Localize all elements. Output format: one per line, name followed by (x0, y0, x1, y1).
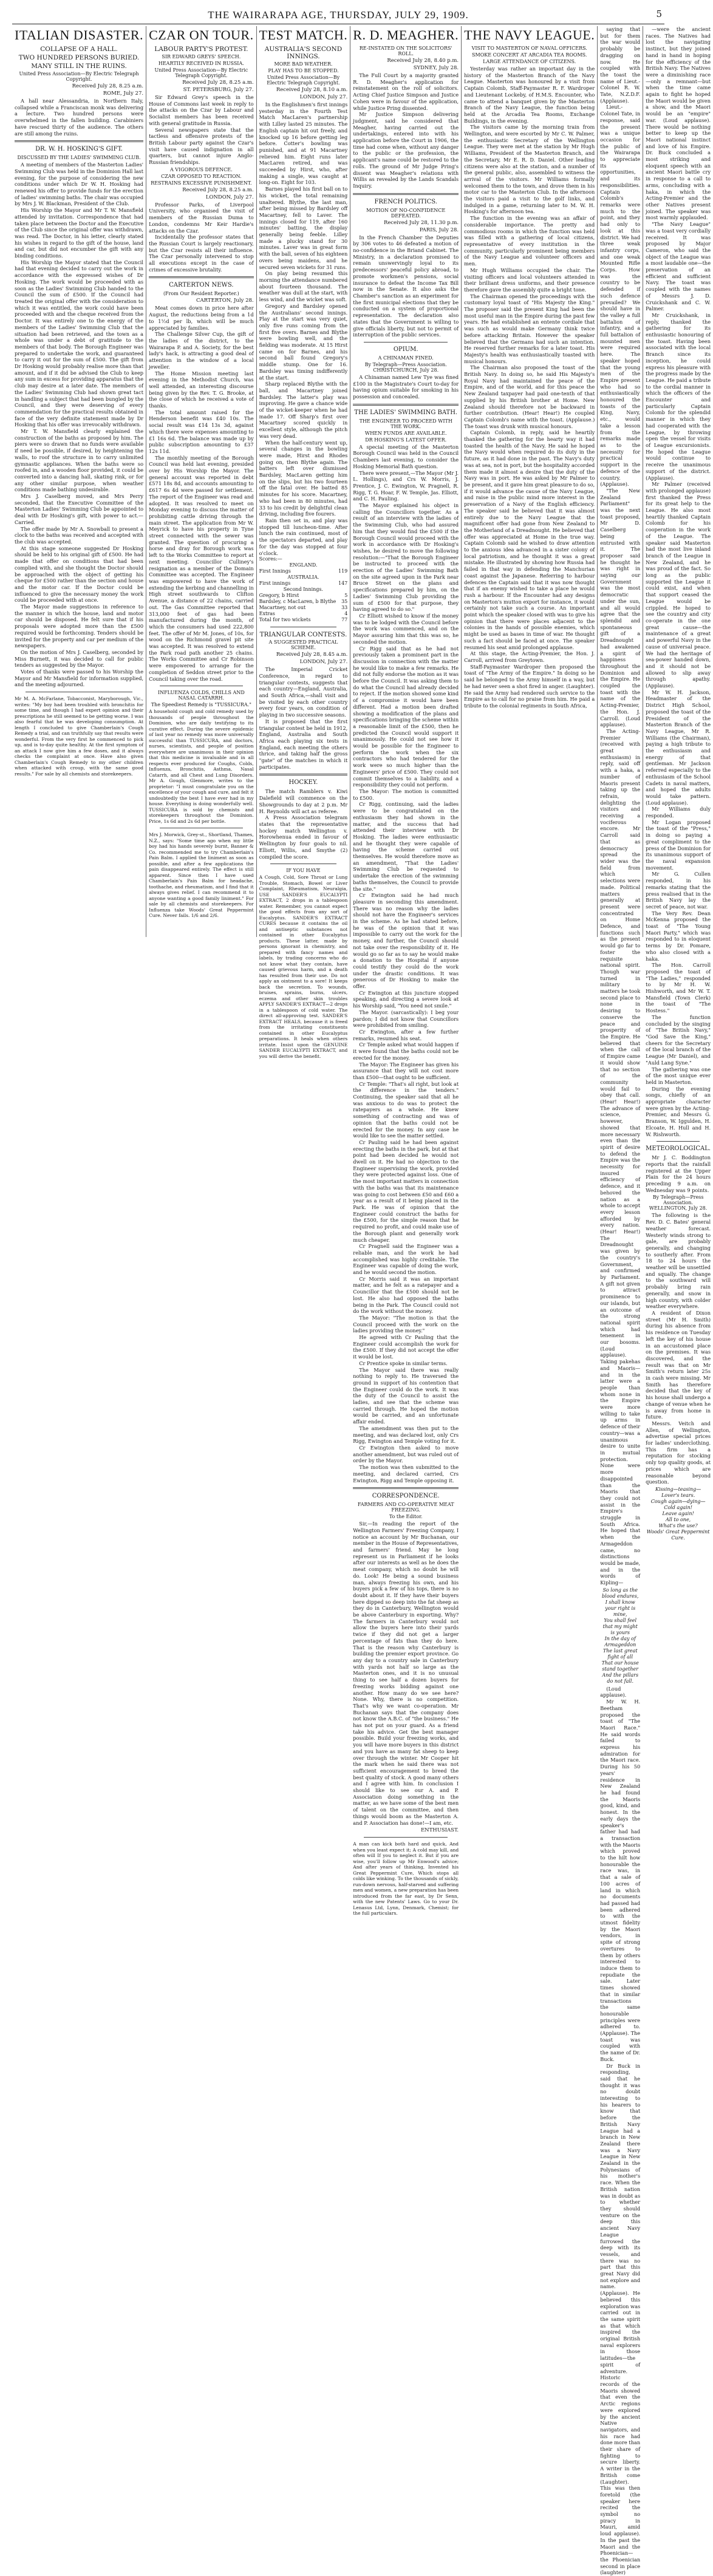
score-label: Total for two wickets (259, 617, 311, 623)
columns (12, 26, 711, 2576)
paragraph: Votes of thanks were passed to his Worship the Mayor and Mr Mansfield for information supplied, and the meeting adjourned. (15, 669, 144, 688)
dateline: Received July 28, 8.25 a.m. (182, 186, 254, 193)
divider (15, 140, 143, 142)
verse-line: In the day of Armageddon (604, 1635, 636, 1647)
score-value: 119 (338, 568, 348, 574)
paragraph: Dr Buck in responding, said that he thought it was no doubt interesting to his hearers to know that before the British Navy League had a branch in New Zealand there was a Navy League in New Zealand in the Polynesians of his mother's race. When the British nation was in doubt as to whether they should venture on the deep this ancient Navy League furrowed the deep with its vessels, and there was no part that this great Navy did not explore and name. (Applause). He believed this exploration was carried out in the same spirit as that which inspired the original British naval explorers in those latitudes—the spirit of adventure. Historic records of the Maoris showed that even the Arctic regions were explored by the ancient Native navigators, and his race had done more than their share of fighting to secure liberty. A writer in the British come (Laughter). This was then foretold (the speaker here recited the symbol no piracy in Mauri, amid loud applause). In the past the Maori and the Phoenician—the Phoenician second in place (laughter) (600, 2062, 641, 2576)
score-value: 5 (344, 593, 348, 599)
paragraph: Captain Colomb, in reply, said he heartily thanked the gathering for the hearty way it had toasted the health of the Navy. He said he hoped the Navy would when required do its duty in the future, as it had done in the past. The Navy's duty was at sea, not in port, but the hospitality accorded them made it almost a desire that the duty of the Navy was in port. He was asked by Mr Palmer to be present, and it gave him great pleasure to do so, if it would advance the cause of the Navy League, and raise in the public mind more interest in the preservation of a Navy of the English efficiency. The speaker said he believed that it was almost entirely due to the Navy League that the magnificent offer had gone from New Zealand to the Motherland of a Dreadnought. He believed that offer was appreciated at Home in the true way. Captain Colomb said he wished to draw attention to the anxious idea advanced in a sister colony of local patriotism, and he thought it was a great mistake. He illustrated by showing how Russia had failed in that way in defending the Manchurian coast against the Japanese. Referring to harbour defences the Captain said that it was now thought that if an enemy wished to take a place he would rush a harbour. If the Encounter had any designs on Masterton's mutton export for instance, it would certainly not take such a course. An important point which the speaker closed with was to give his opinion that there were places adjacent to the colonies in the hands of possible enemies, which might be used as bases in time of war. He thought such a fact should be faced at once. The speaker resumed his seat amid prolonged applause. (464, 429, 595, 650)
paragraph: A Press Association telegram states that the representative hockey match Wellington v. Horowhenua ended in favour of Wellington by four goals to nil. Elliott, Willis, and Smythe (2) compiled the score. (259, 814, 348, 860)
credit-line: By Telegraph—Press Association. WELLINGTON, July 28. (649, 1194, 708, 1211)
credit-line: (From Our Resident Reporter.) (163, 291, 239, 297)
paragraph: Mr Justice Simpson delivering judgment, said he considered that Meagher, having carried out the undertakings, entered into with his application before the Court in 1906, the time had come when, without any danger to the public or the profession, the applicant's name could be restored to the rolls. The ground of Mr Judge Pring's dissent was Meagher's relations with Willis as revealed by the Lands Scandals Inquiry. (353, 111, 459, 189)
paragraph: Messrs. Veitch and Allen, of Wellington, advertise special prices for ladies' underclothing. This firm has a reputation for stocking only top quality goods, at prices which are reasonable beyond question. (646, 1420, 711, 1485)
paragraph: The Full Court by a majority granted R. D. Meagher's application for reinstatement on the roll of solicitors. Acting Chief Justice Simpson and Justice Cohen were in favour of the application, while Justice Pring dissented. (353, 72, 459, 111)
score-row (259, 568, 348, 574)
score-value: 77 (341, 617, 348, 623)
paragraph: Mr Williams duly responded. (646, 806, 711, 819)
subheading: SMOKE CONCERT AT ARCADIA TEA ROOMS. (472, 52, 587, 58)
paragraph: Sharp replaced Blythe with the ball, and Macartney joined Bardsley. The latter's play was improving. He gave a chance wide of the wicket-keeper when he had made 17. Off Sharp's first over Macartney scored quickly in excellent style, although the pitch was very dead. (259, 381, 348, 439)
divider (353, 1487, 459, 1489)
advertisement-heading: INFLUENZA COLDS, CHILLS AND NASAL CATARRH. (157, 690, 245, 701)
paragraph: The match Ramblers v. Kiwi Dalefield will commence on the Showgrounds to day at 2 p.m. Mr H. Reynolds will act as referee. (259, 788, 348, 814)
dateline: Received July 28, 8.10 a.m. (276, 87, 348, 93)
paragraph: Cr Pragnell said the Engineer was a reliable man, and the work he had accomplished was highly creditable. The Engineer was capable of doing the work, and he would second the motion. (353, 1243, 459, 1276)
column-3 (257, 26, 351, 1059)
verse-line: You shall feel that my might is yours (602, 1617, 638, 1635)
paragraph: Mr T. W. Mansfield clearly explained the construction of the baths as proposed by him. The piers were so drawn that no funds were available if need be possible, if desired, by heightening the walls, to roof the structure in to carry unlimited gymnastic appliances. When the baths were so roofed in, and a wooden floor provided, it could be converted into a dancing hall, skating rink, or for any other similar purpose, when weather conditions made bathing undesirable. (15, 428, 144, 493)
paragraph: The Imperial Cricket Conference, in regard to triangular contests, suggests that each country—England, Australia, and South Africa,—shall visit and be visited by each other country every four years, on condition of playing in two successive seasons. (259, 666, 348, 718)
dateline: LONDON, July 27. (299, 94, 348, 100)
paragraph: The Chairman also proposed the toast of the British Navy. In doing so, he said His Majesty's Royal Navy had maintained the peace of the Empire, and of the world, and for this peace the New Zealand taxpayer had paid one-tenth of that supplied by his British brother at Home. New Zealand should therefore not be backward in further contribution. (Hear! Hear!) He coupled Captain Colomb's name with the toast. (Applause.) The toast was drunk with musical honours. (464, 364, 595, 429)
verse-line: That our house stand together (601, 1660, 639, 1672)
article-heading: TEST MATCH. (259, 27, 348, 43)
article-heading: CARTERTON NEWS. (169, 282, 234, 289)
paragraph: Mrs J. Caselberg moved, and Mrs Perry seconded, that the Executive Committee of the Masterton Ladies' Swimming Club be appointed to deal with Dr Hosking's gift, with power to act.—Carried. (15, 493, 144, 525)
paragraph: —were the ancient races. The Natives had lost the navigating instinct, but they joined hand in hand in hoping for the efficiency of the British Navy. The Natives were a diminishing race—only a remnant—but when the time came again to fight he hoped the Maori would be given a show, and the Maori would be an "empire" war. (Loud applause). There would be nothing better to keep up the Maori national instinct and love of his Empire. Dr. Buck concluded a most striking and eloquent speech with an ancient Maori battle cry in response to a call to arms, concluding with a haka, in which the Acting-Premier and the other Natives present joined. The speaker was most warmly applauded. (646, 26, 711, 221)
column-1 (12, 26, 146, 937)
paragraph: Cr Ewington then asked to move another amendment, but was ruled out of order by the Mayor. (353, 1445, 459, 1464)
paragraph: Sir,—In reading the report of the Wellington Farmers' Freezing Company, I notice an account by Mr Buchanan, our member in the House of Representatives, and farmers' friend. May he long represent us in Parliament if he looks after our interests as well as he does the meat company, which no doubt he will do. Look! He being a sound business man, always freezing his own, and his buyers pick a few of his tops, there is no doubt about it. If they have their buyers here dipped so deep into the fat sheep as they do in Canterbury, Wellington would be above Canterbury in exporting. Why? The farmers in Canterbury would not allow the buyers here into their yards twice if they did not get a larger percentage of fats than they do here. That is the reason why Canterbury is building the premier export province. Go any day to a country sale in Canterbury with yards not half so large as the Masterton ones, and it is no unusual thing to see half a dozen buyers for freezing works bidding against one another. How many do we see here? None. Why, there is no competition. That's why we want co-operation. Mr Buchanan says that the company does not know the A.B.C. of "the business." He has not put on your guard. As a friend take his advice. Get the best manager possible. Build your freezing works, and you will have more buyers in this district and you have as many fat sheep to keep over through the winter. Mr Cooper hit the mark when he said there was not sufficient encouragement to breed the best quality of stock. A good many others and I agree with him. In conclusion I should like to see our A. and P. Association doing something in the matter, as we have some of the best men of talent on the committee, and then things would boom as the Masterton A. and P. Association has done!—I am, etc. (353, 1521, 459, 1826)
article-heading: FRENCH POLITICS. (374, 198, 437, 205)
score-row (259, 605, 348, 611)
credit-line: By Telegraph—Press Association. CHRISTCHURCH, July 28. (364, 361, 447, 373)
divider (364, 1837, 448, 1838)
subheading: A SUGGESTED PRACTICAL SCHEME. (268, 639, 338, 651)
verse-line: Lover's tears. (661, 1492, 695, 1498)
paragraph: The Hon. Carroll proposed the toast of "The Ladies," responded to by Mr H. W. Hishworth, and Mr W. T. Mansfield (Town Clerk) the toast of "The Hostess." (646, 962, 711, 1014)
paragraph: The Home Mission meeting last evening in the Methodist Church, was well attended, an interesting discourse being given by the Rev. T. G. Brooke, at the close of which he received a vote of thanks. (149, 370, 254, 409)
article-heading: ITALIAN DISASTER. (15, 27, 144, 43)
paragraph: When the half-century went up, several changes in the bowling were made, Hirst and Rhodes going on, then Blythe again. The batters left over dismissed Bardsley, MacLaren getting him on the slips, but his two fourteen off the fatal over. He batted 85 minutes for his score. Macartney, who had been in 80 minutes, had 33 to his credit by delightful clean driving, including five fourers. (259, 439, 348, 517)
paragraph: Rain then set in, and play was stopped till luncheon-time. After lunch the rain continued, most of the spectators departed, and play for the day was stopped at four o'clock. (259, 517, 348, 556)
innings-label: Second Innings. (283, 587, 324, 593)
paragraph: The gathering was one of the most unique ever held in Masterton. (646, 1066, 711, 1085)
advertisement: Mr M. A. McFarlane, Tobacconist, Maryborough, Vic., writes: "My boy had been troubled with bronchitis for some time, and though I had expert opinion and their prescriptions he still seemed to be getting worse. I was also fearful that he was developing consumption. At length I concluded to give Chamberlain's Cough Remedy a trial, and can truthfully say that results were wonderful. From the very first he commenced to pick up, and is to-day quite healthy. At the first symptom of an attack I now give him a few doses, and it always checks the complaint at once. Have also given Chamberlain's Cough Remedy to my other children when attacked with croup, with the same good results." For sale by all chemists and storekeepers. (15, 696, 144, 777)
paragraph: The function in the evening was an affair of considerable importance. The pretty and commodious rooms in which the function was held was filled with a gathering of local citizens, representative of every institution in the community, particularly prominent being members of the Navy League and volunteer officers and men. (464, 215, 595, 267)
paragraph: (Loud applause). (600, 1685, 627, 1699)
paragraph: The Mayor: The motion is committed to £500. (353, 788, 459, 801)
article-heading: R. D. MEAGHER. (353, 27, 459, 43)
score-label: Extras (259, 611, 275, 617)
paragraph: The amendment was then put to the meeting, and was declared lost, only Crs Rigg, Ewington and Temple voting for it. (353, 1425, 459, 1445)
divider (149, 276, 254, 278)
subheading: RESTRAINS EXCESSIVE PUNISHMENT. (151, 180, 252, 186)
divider (353, 193, 459, 195)
article-heading: METEOROLOGICAL. (646, 1145, 711, 1153)
advertisement: A man can kick both hard and quick, And when you least expect it; A cold may kill, and often will If you to neglect it. But if you are wise, you'll follow up Mr Enwood's advice; And after years of thinking, Invented his Great Peppermint Cure, Which stops all colds like winking. To the thousands of sickly, run-down nervous, half-starved and suffering men and women, a new preparation has been introduced from the far east, by Dr Senn, with the new Patents' Laws. Go to your Dr. Lenasus Ltd, Lynn, Denmark, Chemist; for the full particulars. (353, 1841, 459, 1917)
subheading: DR HOSKING'S LATEST OFFER. (365, 437, 447, 443)
paragraph: Cr Ewington at this juncture stopped speaking, and directing a severe look at his Worship said, "You need not smile." (353, 989, 459, 1009)
paragraph: Mr Hugh Williams occupied the chair. The visiting officers and local volunteers attended in their brilliant dress uniforms, and their presence therefore gave the assembly quite a bright tone. (464, 267, 595, 293)
paragraph: The function concluded by the singing of "The British Navy," "God Save the King," cheers for the Secretary of the local branch of the League (Mr Daniel), and "Auld Lang Syne." (646, 1014, 711, 1066)
advertisement: Mrs J. Morwick, Grey-st., Shortland, Thames, N.Z., says: "Some time ago when my little boy had his hands severely burnt, Banner & Co. recommended me to try Chamberlain's Pain Balm. I applied the liniment as soon as possible, and after a few applications the pain disappeared entirely. The effect is still apparent. Since then I have used Chamberlain's Pain Balm for headache, toothache, and rheumatism, and I find that it always gives relief. I can recommend it to anyone wanting a good family liniment." For sale by all chemists and storekeepers. For Influenza take Woods' Great Peppermint Cure. Never fails. 1/6 and 2/6. (149, 832, 254, 919)
verse-line: I shall know your right is mine, (605, 1599, 636, 1617)
subheading: WHEN FUNDS ARE AVAILABLE. (364, 430, 447, 436)
team-heading: ENGLAND. (289, 562, 318, 568)
paragraph: The monthly meeting of the Borough Council was held last evening, presided over by His Worship the Mayor. The general account was reported in debt £571 18s 8d, and accounts amounting to £617 6s 4d were passed for settlement. The report of the Engineer was read and adopted. It was resolved to meet on Monday evening to discuss the matter of prohibiting cattle driving through the main street. The application from Mr W. Meyrick to have his property in Tyne street connected with the sewer was granted. The question of procuring a horse and dray for Borough work was left to the Works Committee to report at next meeting. Councillor Culliney's resignation as a member of the Domain Committee was accepted. The Engineer was empowered to have the work of extending the kerbing and channelling in High street southwards to Clifton Avenue, a distance of 22 chains, carried out. The Gas Committee reported that 313,000 feet of gas had been manufactured during the month, of which the consumers had used 222,800 feet. The offer of Mr M. Jones, of 10s, for wood on the Richmond gravel pit site was accepted. It was resolved to extend the Park road path another 25 chains. The Works Committee and Cr Robinson were empowered to arrange for the completion of Seddon street prior to the Council taking over the road. (149, 454, 254, 682)
paragraph: At this stage, the Acting-Premier, the Hon. J. Carroll, arrived from Greytown. (464, 650, 595, 663)
column-6 (598, 26, 643, 2576)
verse-line: What's the use? (658, 1522, 698, 1528)
paragraph: At this stage someone suggested Dr Hosking should be held to his original gift of £500. He had made that offer on conditions that had been complied with, and she thought the Doctor should be approached with the object of getting his cheque for £500 rather than the section and house and the motor car. If the Doctor could be influenced to give the necessary money the work could be proceeded with at once. (15, 545, 144, 604)
verse (646, 1487, 711, 1541)
score-label: First Innings (259, 568, 291, 574)
paragraph: Cr Ewington, after a few further remarks, resumed his seat. (353, 1029, 459, 1041)
paragraph: It is proposed that the first triangular contest be held in 1912, England, Australia and South Africa each playing six tests in England, each meeting the others thrice, and taking half the gross "gate" of the matches in which it participates. (259, 718, 348, 770)
scores-heading: Scores:— (259, 556, 282, 562)
paragraph: Professor Parks, of Liverpool University, who organised the visit of members of the Russian Duma to London, condemns Mr Keir Hardie's attacks on the Czar. (149, 201, 254, 234)
advertisement: A Cough, Cold, Sore Throat or Lung Trouble, Stomach, Bowel or Liver Complaint, Rheumatism, Neuralgia, USE SANDER'S EUCALYPTI EXTRACT, 2 drops in a tablespoon water. Remember, you cannot expect the good effects from any sort of Eucalyptus. SANDER'S EXTRACT CURES because it contains the oil and antiseptic substances not contained in other Eucalyptus products. These latter, made by persons ignorant in chemistry, and prepared with fancy names and labels, by trading concerns who do not know what they contain, have caused grievous harm, and a death has resulted from their use. Do not apply an ointment to a sore! It keeps back the secretion. To wounds, bruises, sprains, burns, ulcers, eczema and other skin troubles APPLY SANDER'S EXTRACT—2 drops in a tablespoon of cold water. The direct all-approving test. SANDER'S EXTRACT HEALS, because it is freed from the irritating constituents contained in other Eucalyptus preparations. It heals when others irritate. Insist upon the GENUINE SANDER EUCALYPTI EXTRACT, and you will derive the benefit. (259, 874, 348, 1059)
advertisement-heading: IF YOU HAVE (286, 868, 321, 874)
paragraph: The Very Rev. Dean McKenna proposed the toast of "The Young Maori Party," which was responded to in eloquent terms by Dr. Pomare, who also closed with a haka. (646, 910, 711, 962)
paragraph: The Mayor made suggestions in reference to the manner in which the house, land and motor car should be disposed. He felt sure that if his proposals were adopted more than the £500 required would be forthcoming. Tenders should be invited for the property and car per medium of the newspapers. (15, 604, 144, 649)
subheading: PLAY HAS TO BE STOPPED. (268, 68, 339, 73)
credit-line: United Press Association—By Electric Telegraph Copyright. (267, 75, 340, 86)
dateline: Received July 28, 8.25 a.m. (182, 80, 254, 86)
paragraph: Meat comes down in price here after August, the reductions being from a 1d to 1½d per lb, which will be much appreciated by families. (149, 305, 254, 331)
subheading: A CHINAMAN FINED. (378, 355, 434, 361)
verse-line: Woods' Great Peppermint Cure. (646, 1528, 710, 1541)
paragraph: His Worship the Mayor and Mr T. W. Mansfield attended by invitation. Correspondence that had taken place between the Doctor and the Executive of the Club since the original offer was withdrawn, was read. The Doctor, in his letter, clearly stated his wishes in regard to the gift of the house, land and car, but did not encumber the gift with any binding conditions. (15, 207, 144, 259)
paragraph: There were present,—The Mayor (Mr J. L. Hollings), and Crs W. Morris, J. Prentice, J. C. Ewington, W. Pragnell, R. Rigg, T. G. Hoar, F. W. Temple, Jas. Elliott, and C. H. Pauling. (353, 469, 459, 502)
paragraph: Mr G. Cullen responded, in his remarks stating that the press realised that in the British Navy lay the secret of peace, not war. (646, 871, 711, 910)
subheading: AUSTRALIA'S SECOND INNINGS. (264, 46, 343, 60)
article-heading: CZAR ON TOUR. (149, 27, 254, 43)
dateline: LONDON, July 27. (205, 194, 254, 200)
subheading: MANY STILL IN THE RUINS. (31, 63, 127, 70)
paragraph: Cr Rigg, continuing, said the ladies were to be congratulated on the enthusiasm they had shown in the matter, and the success that had attended their interview with Dr Hosking. The ladies were enthusiastic and he thought they were capable of having the scheme carried out themselves. He would therefore move as an amendment, "That the Ladies' Swimming Club be requested to undertake the erection of the swimming baths themselves, the Council to provide the site." (353, 801, 459, 892)
paragraph: The motion was then submitted to the meeting, and declared carried, Crs Ewington, Rigg and Temple opposing it. (353, 1464, 459, 1484)
verse-line: All to one, (665, 1516, 691, 1522)
article-heading: DR. W. H. HOSKING'S GIFT. (35, 146, 123, 153)
subheading: HEARTILY RECEIVED IN RUSSIA. (158, 61, 244, 66)
paragraph: The Mayor explained his object in calling the Councillors together. As a result of an interview with the ladies of the Swimming Club, who had assured him that they would find the £500 if the Borough Council would proceed with the work in accordance with Dr Hosking's wishes, he desired to move the following resolution:—"That the Borough Engineer be instructed to proceed with the erection of the Ladies' Swimming Bath on the site agreed upon in the Park near Bruce Street on the plans and specifications prepared by him, on the Ladies' Swimming Club providing the sum of £500 for that purpose, they having agreed to do so." (353, 502, 459, 613)
verse-line: Cold again! (664, 1504, 692, 1510)
paragraph: On the motion of Mrs J. Caselberg, seconded by Miss Burnett, it was decided to call for public tenders as suggested by the Mayor. (15, 649, 144, 669)
paragraph: The offer made by Mr A. Snowball to present a clock to the baths was received and accepted with the club was accepted. (15, 525, 144, 545)
advertisement-subheading: The Speediest Remedy is "TUSSICURA." (151, 702, 251, 708)
paragraph: Lieut.-Colonel Tate, in response, said the present was a unique occasion for the public of the Wairarapa to appreciate its opportunities, and its responsibilities. Captain Colomb's remarks were much to the point, and they had only to look at this district. We had three weak infantry corps, and one weak Mounted Rifle Corps. How was the country to be defended if such defence prevailed? We should have in the valley a full battalion of infantry, and a full battalion of mounted men were required here. The speaker hoped that the young men of the Empire present who had so enthusiastically honoured the toasts of the King, Navy, etc., would take a lesson from the remarks made as to the necessity for practical support in the defence of the country. (Applause). (600, 104, 641, 488)
paragraph: The Mayor said there was really nothing to reply to. He traversed the ground in support of his contention that the Engineer could do the work. It was the duty of the Council to assist the ladies, and see that the scheme was carried through. He hoped the motion would be carried, and an unfortunate affair ended. (353, 1366, 459, 1425)
subheading: MORE BAD WEATHER. (274, 61, 333, 67)
score-value: 33 (341, 605, 348, 611)
dateline: Received July 28, 8.45 a.m. (276, 652, 348, 658)
paragraph: A special meeting of the Masterton Borough Council was held in the Council Chambers last evening, to consider the Hosking Memorial Bath question. (353, 443, 459, 469)
score-value: 147 (338, 581, 348, 587)
article-heading: THE LADIES' SWIMMING BATH. (354, 409, 458, 416)
signature: ENTHUSIAST. (420, 1827, 459, 1834)
article-heading: TRIANGULAR CONTESTS. (259, 631, 347, 639)
score-label: Macartney, not out (259, 605, 306, 611)
verse-line: The last great fight of all (602, 1647, 638, 1660)
paragraph: Mr J. C. Boddington reports that the rainfall registered at the Upper Plain for the 24 hours preceding 9 a.m. on Wednesday was 9 points. (646, 1154, 711, 1193)
subheading: LARGE ATTENDANCE OF CITIZENS. (483, 59, 576, 64)
paragraph: Mr W. H. Beetham proposed the toast of "The Maori Race." He said words failed to express his admiration for the Maori race. During his 50 years' residence in New Zealand he had found the Maoris good, kind, and honest. In the early days the speaker's father had had a transaction with the Maoris which proved to the hilt how honourable the race was, in that a sale of 100 acres of land in which no documents had passed had been adhered to with the utmost fidelity by the Maori vendors, in spite of strong overtures to them by others interested to induce them to repudiate the sale. Later times showed that in similar transactions the same honourable principles were adhered to. (Applause). The toast was coupled with the name of Dr. Buck. (600, 1699, 641, 2062)
page-number: 5 (656, 9, 662, 19)
score-row (259, 599, 348, 605)
subheading: TWO HUNDRED PERSONS BURIED. (18, 54, 140, 61)
article-heading: OPIUM. (393, 346, 418, 353)
paragraph: A resident of Dixon street (Mr H. Smith) during his absence from his residence on Tuesday left the key of his house in an accustomed place on the premises. It was discovered, and the result was that on Mr Smith's return later 25s in cash were missing. Mr Smith has therefore decided that the key of his house shall undergo a change of venue when he is away from home in future. (646, 1310, 711, 1420)
article-heading: THE NAVY LEAGUE. (464, 27, 595, 43)
score-row (259, 617, 348, 623)
subheading: LABOUR PARTY'S PROTEST. (154, 46, 248, 53)
subheading: CZAR OPPOSED TO REACTION. (161, 173, 242, 179)
paragraph: Staff-Paymaster Wardroper then proposed the toast of "The Army of the Empire." In doing so he said he belonged to the Army himself in a way, but he had never seen a shot fired in anger. (Laughter). He said the Army had rendered such service to the Empire as to call for no praise from him. He paid a tribute to the colonial regiments in South Africa, (464, 663, 595, 709)
paragraph: saying that but for them the war would probably be dragging on now. He coupled with the toast the name of Lieut.-Colonel R. W. Tate, N.Z.D.F. (Applause). (600, 26, 641, 104)
score-row (259, 611, 348, 617)
paragraph: On play being resumed this morning the attendance numbered about fourteen thousand. The weather was dull at the start, with less wind, and the wicket was soft. (259, 270, 348, 303)
paragraph: The Chairman opened the proceedings with the customary loyal toast of "His Majesty the King." The proposer said the present King had been the most useful man in the Empire during the past few years. He had established an entente cordiale that was such as would make Germany think twice before attacking Britain. However the speaker believed that the Germans had such an intention. He reserved further remarks for a later toast. His Majesty's health was enthusiastically toasted with musical honours. (464, 293, 595, 364)
dateline: CARTERTON, July 28. (196, 298, 254, 304)
credit-line: United Press Association—By Electric Telegraph Copyright. (154, 67, 248, 78)
divider (657, 1141, 700, 1142)
score-label: Gregory, b Hirst (259, 593, 299, 599)
credit-line: United Press Association—By Electric Telegraph Copyright. (19, 71, 139, 82)
verse-line: So long as the blood endures, (602, 1587, 639, 1599)
score-label: Bardsley, c MacLaren, b Blythe (259, 599, 336, 605)
masthead (12, 7, 664, 23)
paragraph: The Mayor. (sarcastically): I beg your pardon; I did not know that Councillors were prohibited from smiling. (353, 1009, 459, 1029)
dateline: Received July 28, 8.25 a.m. (72, 83, 144, 89)
verse-line: Leave again! (662, 1510, 694, 1516)
paragraph: Cr Elliott wished to know if the money was to be lodged with the Council before the work was commenced, and on the Mayor assuring him that this was so, he seconded the motion. (353, 613, 459, 645)
subheading: MOTION OF NO-CONFIDENCE DEFEATED. (366, 207, 446, 219)
paragraph: The Mayor: "The motion is that the Council proceed with the work on the ladies providing the money." (353, 1314, 459, 1334)
paragraph: A Chinaman named Lew Tye was fined £100 in the Magistrate's Court to-day for having opium suitable for smoking in his possession and concealed. (353, 373, 459, 400)
column-7 (643, 26, 713, 1541)
verse-line: Cough again—dying— (650, 1498, 706, 1504)
dateline: ROME, July 27. (103, 90, 144, 97)
column-2 (146, 26, 257, 937)
divider (259, 774, 348, 775)
score-row (259, 593, 348, 599)
paragraph: The total amount raised for the Henderson benefit was £40 10s. The social result was £14 13s 3d, against which there were expenses amounting to £1 16s 6d. The balance was made up by public subscription amounting to £37 12s 11d. (149, 409, 254, 454)
verse (600, 1587, 640, 1685)
paragraph: Mr Cruickshank, in reply, thanked the gathering for its enthusiastic honouring of the toast. Having been associated with the local Branch since its inception, he could express his pleasure with the progress made by the League. He paid a tribute to the cordial manner in which the officers of the Encounter and particularly Captain Colomb for the splendid manner in which they had cooperated with the League, by throwing open the vessel for visits of League excursionists. He hoped the League would continue to receive the unanimous support of the district. (Applause). (646, 312, 711, 481)
verse-line: And the pillars do not fall. (602, 1672, 639, 1684)
subheading: COLLAPSE OF A HALL. (40, 46, 118, 53)
paragraph: Cr Temple: "That's all right, but look at the difference in the tenders." Continuing, the speaker said that all he was anxious to do was to protect the ratepayers as a whole. He knew something of contracting and was of opinion that the baths could not be erected for the money. In any case he would like to see the matter settled. (353, 1080, 459, 1139)
paragraph: Cr Morris said it was an important matter, and he felt as a ratepayer and a Councillor that the £500 should not be lost. He also had opposed the baths being in the Park. The Council could not do the work without the money. (353, 1275, 459, 1315)
score-label: First innings (259, 581, 291, 587)
dateline: Received July 28, 8.40 p.m. (387, 58, 459, 64)
paragraph: "The New Zealand Parliament" was the next toast proposed, Mr D. Caselberg being entrusted with it. The proposer said he thought he was right in saying our Government was the most democratic under the sun, and all would agree that the splendid and spontaneous gift of a Dreadnought had awakened a spirit of happiness throughout the Dominion and the Empire. He coupled the toast with the name of the Acting-Premier, the Hon. J. Carroll. (Loud applause). (600, 487, 641, 728)
paragraph: Mr W. H. Jackson, Headmaster of the District High School, proposed the toast of the President of the Masterton Branch of the Navy League, Mr R. Williams (the Chairman), paying a high tribute to the enthusiasm and energy of that gentleman. Mr Jackson referred especially to the enthusiasm of the School Cadets in naval matters, and hoped the adults would take pattern. (Loud applause). (646, 689, 711, 806)
subheading: RE-INSTATED ON THE SOLICITORS' ROLL. (359, 46, 452, 56)
column-4 (350, 26, 462, 1917)
dateline: PARIS, July 28. (419, 227, 459, 233)
paragraph: Yesterday was rather an important day in the history of the Masterton Branch of the Navy League. Masterton was honoured by a visit from Captain Colomb, Staff-Paymaster R. F. Wardroper and Lieutenant Lockeby, of H.M.S. Encounter, who came to attend a banquet given by the Masterton Branch of the Navy League, the function being held at the Arcadia Tea Rooms, Exchange Buildings, in the evening. (464, 66, 595, 124)
paragraph: The Challenge Silver Cup, the gift of the ladies of the district, to the Wairarapa P. and A. Society, for the best lady's hack, is attracting a good deal of attention in the window of a local jeweller. (149, 331, 254, 370)
dateline: LONDON, July 27. (299, 659, 348, 666)
paragraph: In the French Chamber the Deputies by 306 votes to 46 defeated a motion of no-confidence in the Briand Cabinet. The Ministry, in a declaration promised to remain unswervingly loyal to its predecessors' peaceful policy abroad, to promote workmen's pensions, social insurance to defeat the Income Tax Bill now in the Senate. It also asks the Chamber's sanction as an experiment for the first municipal elections that they be conducted on a system of proportional representation. The declaration also states that the Government is willing to give officials liberty, but not to permit of interruption of the public services. (353, 234, 459, 338)
paragraph: The Acting-Premier (received with great enthusiasm) in reply, said off with a haka, a number of Maoris present taking up the refrain, delighting the visitors and receiving a vociferous encore. Mr Carroll said that as democracy spread the wider was the field from which selections were made. Political matters generally at present were concentrated on Home Defence, and functions such as the present would go far to foster the requisite national spirit. Though war turned in military matters he took second place to none in desiring to conserve the peace and prosperity of the Empire. He believed that when the call of Empire came it would show that no section of the community would fail to obey that call. (Hear! Hear!) The advance of science, however, showed that more necessary even than the spirit of desire to defend the Empire was the necessity for insured efficiency of defence, and it behoved the nation as a whole to accept every lesson afforded by every nation. (Hear! Hear!) The Dreadnought was given by the country's Government, and confirmed by Parliament. A gift not given to attract prominence to our islands, but an outcome of the strong national spirit which had tenement in our bosoms. (Loud applause). Taking pakehas and Maoris—and in the latter were a people than whom none in the Empire were more willing to take up arms in defence of their country—was a unanimous desire to unite in mutual protection. None were more disappointed than the Maoris that they could not assist in the Empire's struggle in South Africa. He hoped that when the Armageddon came, no distinctions would be made, and in the words of Kipling— (600, 727, 641, 1586)
article-heading: HOCKEY. (288, 779, 318, 786)
paragraph: His Worship the Mayor stated that the Council had that evening decided to carry out the work in accordance with the expressed wishes of Dr Hosking. The work would be proceeded with as soon as the Ladies' Swimming Club handed to the Council the sum of £500. If the Council had treated the original offer with the consideration to which it was entitled, the work could have been proceeded with and the cheque received from the Doctor. It was entirely one to the energy of the members of the Ladies' Swimming Club that the situation had been retrieved, and the town as a whole was under a debt of gratitude to the members of that body. The Borough Engineer was prepared to undertake the work, and guaranteed to carry it out for the sum of £500. The gift from Dr Hosking would probably realise more than that amount, and if it did be advised the Club to keep any sum in excess for providing apparatus that the club may desire at a later date. The members of the Ladies' Swimming Club had shown great tact in handling a subject that had been bungled by the Council, and they were deserving of every commendation for the practical results obtained in face of the very definite statement made by Dr Hosking that his offer was irrevocably withdrawn. (15, 259, 144, 428)
team-heading: AUSTRALIA. (287, 574, 319, 581)
subheading: VISIT TO MASTERTON OF NAVAL OFFICERS. (471, 46, 587, 51)
paragraph: The Mayor: The Engineer has given his assurance that they will not cost more than £500—that ought to be sufficient. (353, 1061, 459, 1080)
article-heading: CORRESPONDENCE. (372, 1493, 440, 1500)
paragraph: Gregory and Bardsley opened the Australians' second innings. Play at the start was very quiet, only five runs coming from the first five overs. Barnes and Blythe were bowling well, and the fielding was moderate. At 15 Hirst came on for Barnes, and his second ball found Gregory's middle stump. One for 16. Bardsley was timing indifferently at the start. (259, 302, 348, 381)
subheading: FARMERS AND CO-OPERATIVE MEAT FREEZING. (357, 1502, 454, 1513)
paragraph: Cr Prentice spoke in similar terms. (359, 1360, 448, 1366)
paragraph: Sir Edward Grey's speech in the House of Commons last week in reply to the attacks on the Czar by Labour and Socialist members has been received with general gratitude in Russia. (149, 94, 254, 126)
paragraph: "The Navy League" was a toast very cordially received. It was proposed by Major Cameron, who said the object of the League was a most laudable one—the preservation of an efficient and sufficient Navy. The toast was coupled with the names of Messrs J. D. Cruickshank and C. W. Palmer. (646, 221, 711, 312)
paragraph: Several newspapers state that the tactless and offensive protests of the British Labour party against the Czar's visit have caused indignation in all quarters, but cannot injure Anglo-Russian friendships. (149, 126, 254, 166)
paragraph: Cr Ewington said he had much pleasure in seconding this amendment. There was no reason why the ladies should not have the Engineer's services in the scheme. As he had stated before, he was of the opinion that it was impossible to carry out the work for the money, and further, the Council should not take over the responsibility of it. He would go so far as to say he would make a donation to the Hospital if anyone could testify they could do the work under the drastic conditions. It was generous of Dr Hosking to make the offer. (353, 892, 459, 990)
paragraph: Barnes played his first ball on to his wicket, the total remaining unaltered. Blythe, the last man, after being missed by Bardsley off Macartney, fell to Laver. The innings closed for 119, after 160 minutes' batting, the display generally being feeble. Lilley made a plucky stand for 30 minutes. Laver was in great form with the ball, seven of his eighteen overs being maidens, and he secured seven wickets for 31 runs. (259, 186, 348, 270)
paragraph: A hall near Alessandria, in Northern Italy, collapsed while a Franciscan monk was delivering a lecture. Two hundred persons were overwhelmed in the fallen building. Carabiniers have rescued thirty of the audience. The others are still among the ruins. (15, 98, 144, 137)
paragraph: The visitors came by the morning train from Wellington, and were escorted by Mr C. W. Palmer, the enthusiastic Secretary of the Wellington League. They were met at the station by Mr Hugh Williams, President of the Masterton Branch, and the Secretary, Mr E. R. D. Daniel. Other leading citizens were also at the station, and a number of the general public, also, assembled to witness the arrival of the visitors. Mr Williams formally welcomed them to the town, and drove them in his motor car to the Masterton Club. In the afternoon the visitors paid a visit to the golf links, and indulged in a game, returning later to M. W. H. Hosking's for afternoon tea. (464, 124, 595, 215)
score-value: 35 (341, 599, 348, 605)
paragraph: Cr Rigg said that as he had not previously taken a prominent part in the discussion in connection with the matter he would like to make a few remarks. He did not fully endorse the motion as it was before the Council. It was asking them to do what the Council had already decided to reject. If the motion showed some kind of a compromise it would have been different. Had a motion been drafted showing a modification of the plans and specifications bringing the scheme within a reasonable limit of the £500, then he predicted the Council would support it unanimously. He could not see how it would be possible for the Engineer to perform the work when the six contractors who had tendered for the work were so much higher than the Engineers' price of £500. They could not commit themselves to a liability, and a responsibility they could not perform. (353, 645, 459, 788)
scoreboard (259, 556, 348, 623)
divider (353, 404, 459, 406)
dateline: SYDNEY, July 28. (413, 65, 459, 71)
score-row (259, 581, 348, 587)
paragraph: Cr Pauling said he had been against erecting the baths in the park, but at that point had been decided he would not dwell on it. He had no objection to the Engineer supervising the work, provided they were protected against loss. One of the most important matters in connection with the baths was that its maintenance was going to cost between £50 and £60 a year as a result of it being placed in the Park. He was of opinion that the Engineer could construct the baths for the £500, for the simple reason that he required no profit, and could make use of the Borough plant and generally work much cheaper. (353, 1139, 459, 1243)
score-value: 4 (344, 611, 348, 617)
dateline: ST. PETERSBURG, July 27. (183, 87, 254, 93)
paragraph: The following is the Rev. D. C. Bates' general weather forecast. Westerly winds strong to gale, are probably generally, and changing to southerly after. From 18 to 24 hours the weather will be unsettled and squally. The change to the southward will probably bring rain generally, and snow in high country, with colder weather everywhere. (646, 1212, 711, 1310)
subheading: THE ENGINEER TO PROCEED WITH THE WORK. (359, 418, 452, 429)
paragraph: In the Englishmen's first innings yesterday in the Fourth Test Match MacLaren's partnership with Lilley lasted 25 minutes. The English captain hit out freely, and knocked up 16 before getting leg before. Cotter's bowling was punished, and at 91 Macartney relieved him. Eight runs later MacLaren retired, and was succeeded by Hirst, who, after making a single, was caught at long-on. Eight for 103. (259, 101, 348, 186)
paragraph: Mr Palmer (received with prolonged applause) first thanked the Press for its great help to the League. He also most heartily thanked Captain Colomb for his cooperation in the work of the League. The speaker said Masterton had the most live inland branch of the League in New Zealand, and he was proud of the fact. So long as the public supported the League it could exist, and when that support ceased the League would be crippled. He hoped to see the country and city co-operate in the one great cause—the maintenance of a great and powerful Navy in the cause of universal peace. We had the heritage of sea-power handed down, and it should not be allowed to slip away through apathy. (Applause). (646, 481, 711, 689)
advertisement: A household cough and cold remedy used by thousands of people throughout the Dominion, who are daily testifying to its curative effect. During the severe epidemic of last year no remedy was more universally successful than TUSSICURA, and doctors, nurses, scientists, and people of position everywhere are unanimous in their opinion that this medicine is invaluable and in all respects ever produced for Coughs, Colds, Influenza, Bronchitis, Asthma, Nasal Catarrh, and all Chest and Lung Disorders. Mr A. Gough, Glenmore, writes to the proprietor: "I must congratulate you on the excellence of your cough and cure, and felt it undoubtedly the best I have ever had in my house. Everything is doing wonderfully well. TUSSICURA is sold by chemists and storekeepers throughout the Dominion. Price, 1s 6d and 2s 6d per bottle. (149, 709, 254, 824)
subheading: SIR EDWARD GREYS' SPEECH. (162, 54, 241, 60)
dateline: Received July 28, 11.30 p.m. (383, 219, 459, 226)
salutation: To the Editor. (389, 1514, 423, 1520)
paragraph: During the evening songs, chiefly of an appropriate character were given by the Acting-Premier, and Messrs G. Branson, W. Iggulden, H. Elcoate, H. Hull and H. W. Rishworth. (646, 1085, 711, 1137)
paragraph: A meeting of members of the Masterton Ladies' Swimming Club was held in the Dominion Hall last evening, for the purpose of considering the new conditions under which Dr W. H. Hosking had renewed his offer to provide funds for the erection of ladies' swimming baths. The chair was occupied by Mrs J. W. Blackman, President of the Club. (15, 162, 144, 207)
paragraph: He agreed with Cr Pauling that the Engineer could accomplish the work for the £500. If they did not accept the offer it would be lost. (353, 1334, 459, 1360)
column-5 (462, 26, 598, 937)
paragraph: Cr Temple asked what would happen if it were found that the baths could not be erected for the money. (353, 1041, 459, 1061)
newspaper-title: THE WAIRARAPA AGE, THURSDAY, JULY 29, 1909. (208, 9, 469, 21)
paragraph: Incidentally the professor states that the Russian Court is largely reactionary, but the Czar resists all their influence. The Czar personally intervened to stop all executions except in the case of crimes of excessive brutality. (149, 234, 254, 273)
verse-line: Kissing—teasing— (655, 1486, 701, 1492)
subheading: DISCUSSED BY THE LADIES' SWIMMING CLUB. (17, 155, 141, 161)
paragraph: Mr Logan proposed the toast of the "Press," in doing so paying a great compliment to the press of the Dominion for its unanimous support of the naval expansion movement. (646, 819, 711, 871)
subheading: A VIGOROUS DEFENCE. (169, 166, 233, 172)
